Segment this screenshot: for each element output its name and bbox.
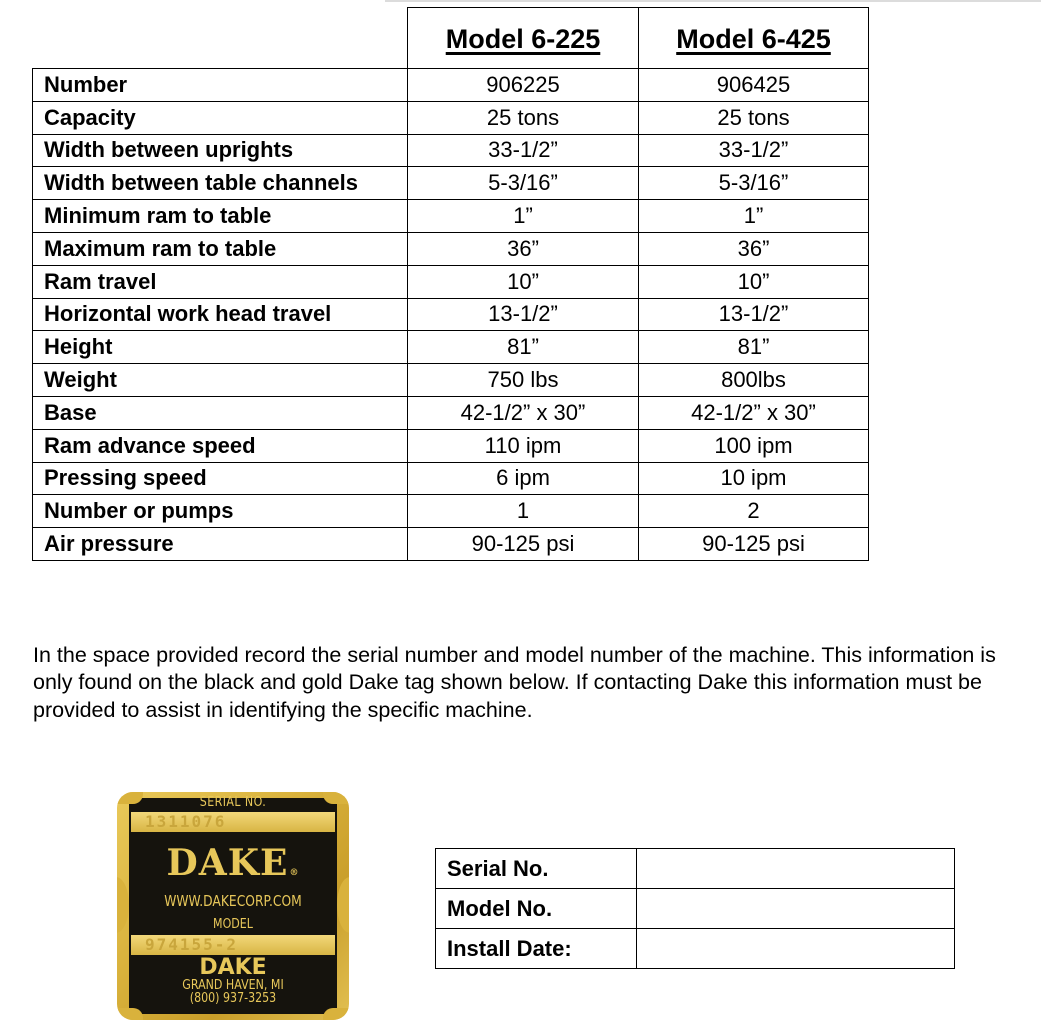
tag-corner [117, 1008, 143, 1020]
row-label: Number or pumps [33, 495, 408, 528]
tag-notch [337, 877, 349, 933]
model-no-input[interactable] [637, 889, 954, 928]
machine-record-form [435, 848, 955, 969]
cell-value: 2 [639, 495, 869, 528]
registered-mark-icon: ® [289, 868, 300, 878]
table-row [33, 495, 869, 528]
table-row [33, 528, 869, 561]
cell-value: 25 tons [639, 101, 869, 134]
cell-value: 25 tons [408, 101, 639, 134]
tag-brand-logo [117, 842, 349, 884]
table-row [33, 134, 869, 167]
row-label: Width between table channels [33, 167, 408, 200]
tag-city: GRAND HAVEN, MI [182, 978, 284, 993]
row-label: Ram travel [33, 265, 408, 298]
form-row-model [436, 889, 955, 929]
install-date-input[interactable] [637, 929, 954, 968]
column-header-model-6-225: Model 6-225 [408, 8, 639, 69]
serial-no-input[interactable] [637, 849, 954, 888]
tag-brand-footer: DAKE [199, 955, 267, 980]
cell-value: 10 ipm [639, 462, 869, 495]
row-label: Height [33, 331, 408, 364]
cell-value: 10” [639, 265, 869, 298]
cell-value: 81” [639, 331, 869, 364]
tag-serial-label: SERIAL NO. [199, 795, 267, 810]
table-row [33, 396, 869, 429]
table-row [33, 167, 869, 200]
row-label: Number [33, 69, 408, 102]
row-label: Width between uprights [33, 134, 408, 167]
cell-value: 5-3/16” [408, 167, 639, 200]
tag-serial-plate: 1311076 [131, 812, 335, 832]
table-row [33, 298, 869, 331]
tag-corner [323, 1008, 349, 1020]
cell-value: 800lbs [639, 364, 869, 397]
dake-serial-tag-image [117, 792, 349, 1020]
cell-value: 36” [639, 232, 869, 265]
cell-value: 750 lbs [408, 364, 639, 397]
cell-value: 33-1/2” [639, 134, 869, 167]
cell-value: 42-1/2” x 30” [408, 396, 639, 429]
tag-url: WWW.DAKECORP.COM [164, 892, 302, 910]
row-label: Weight [33, 364, 408, 397]
table-row [33, 429, 869, 462]
table-row [33, 265, 869, 298]
table-row [33, 69, 869, 102]
spec-table [32, 7, 869, 561]
top-divider [385, 0, 1041, 2]
row-label: Ram advance speed [33, 429, 408, 462]
cell-value: 81” [408, 331, 639, 364]
serial-no-field-cell [637, 849, 955, 889]
table-row [33, 232, 869, 265]
cell-value: 906225 [408, 69, 639, 102]
tag-notch [117, 877, 129, 933]
form-row-install-date [436, 929, 955, 969]
cell-value: 33-1/2” [408, 134, 639, 167]
row-label: Maximum ram to table [33, 232, 408, 265]
table-row [33, 364, 869, 397]
table-row [33, 200, 869, 233]
cell-value: 13-1/2” [639, 298, 869, 331]
cell-value: 90-125 psi [408, 528, 639, 561]
model-no-label: Model No. [436, 889, 637, 929]
cell-value: 906425 [639, 69, 869, 102]
serial-no-label: Serial No. [436, 849, 637, 889]
row-label: Base [33, 396, 408, 429]
cell-value: 42-1/2” x 30” [639, 396, 869, 429]
row-label: Pressing speed [33, 462, 408, 495]
cell-value: 6 ipm [408, 462, 639, 495]
cell-value: 100 ipm [639, 429, 869, 462]
cell-value: 1” [408, 200, 639, 233]
cell-value: 1 [408, 495, 639, 528]
install-date-label: Install Date: [436, 929, 637, 969]
cell-value: 110 ipm [408, 429, 639, 462]
cell-value: 13-1/2” [408, 298, 639, 331]
cell-value: 10” [408, 265, 639, 298]
header-blank-cell [33, 8, 408, 69]
form-row-serial [436, 849, 955, 889]
spec-header-row [33, 8, 869, 69]
cell-value: 1” [639, 200, 869, 233]
cell-value: 5-3/16” [639, 167, 869, 200]
row-label: Horizontal work head travel [33, 298, 408, 331]
cell-value: 36” [408, 232, 639, 265]
install-date-field-cell [637, 929, 955, 969]
row-label: Minimum ram to table [33, 200, 408, 233]
tag-model-plate: 974155-2 [131, 935, 335, 955]
instruction-paragraph: In the space provided record the serial number and model number of the machine. This information is only found on the black and gold Dake tag shown below. If contacting Dake this information must be provided to assist in identifying the specific machine. [33, 642, 996, 722]
cell-value: 90-125 psi [639, 528, 869, 561]
tag-model-label: MODEL [213, 917, 253, 932]
row-label: Capacity [33, 101, 408, 134]
tag-phone: (800) 937-3253 [189, 991, 277, 1006]
table-row [33, 462, 869, 495]
table-row [33, 101, 869, 134]
tag-brand-text: DAKE [166, 842, 289, 884]
row-label: Air pressure [33, 528, 408, 561]
table-row [33, 331, 869, 364]
model-no-field-cell [637, 889, 955, 929]
column-header-model-6-425: Model 6-425 [639, 8, 869, 69]
